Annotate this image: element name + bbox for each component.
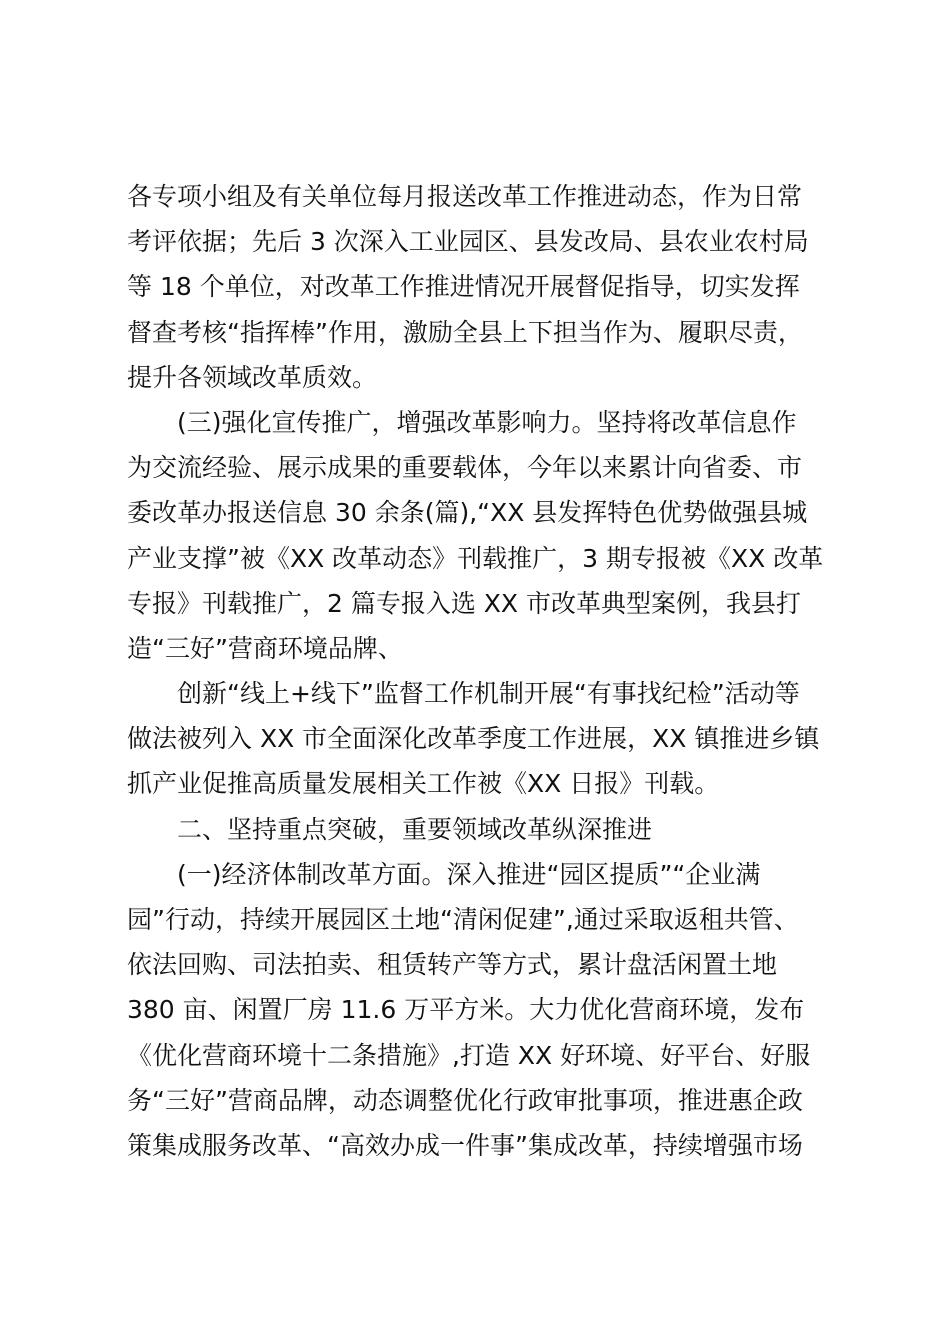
text-line: 园”行动，持续开展园区土地“清闲促建”,通过采取返租共管、 [127,905,799,934]
text-line: 督查考核“指挥棒”作用，激励全县上下担当作为、履职尽责， [127,317,803,347]
document-body [127,174,827,1168]
text-line: 二、坚持重点突破，重要领域改革纵深推进 [177,814,653,844]
text-line: 抓产业促推高质量发展相关工作被《XX 日报》刊载。 [127,769,720,799]
text-line: 为交流经验、展示成果的重要载体，今年以来累计向省委、市 [127,453,803,483]
text-line: 产业支撑”被《XX 改革动态》刊载推广，3 期专报被《XX 改革 [127,543,824,573]
text-line: 《优化营商环境十二条措施》,打造 XX 好环境、好平台、好服 [127,1040,811,1070]
text-line: 创新“线上+线下”监督工作机制开展“有事找纪检”活动等 [177,679,800,709]
text-line: 做法被列入 XX 市全面深化改革季度工作进展，XX 镇推进乡镇 [127,724,820,754]
text-line: 等 18 个单位，对改革工作推进情况开展督促指导，切实发挥 [127,272,800,302]
text-line: 依法回购、司法拍卖、租赁转产等方式，累计盘活闲置土地 [127,950,778,980]
text-line: 造“三好”营商环境品牌、 [127,633,403,663]
text-line: 380 亩、闲置厂房 11.6 万平方米。大力优化营商环境，发布 [127,995,805,1025]
text-line: (三)强化宣传推广，增强改革影响力。坚持将改革信息作 [177,407,797,437]
text-line: 考评依据；先后 3 次深入工业园区、县发改局、县农业农村局 [127,227,809,257]
text-line: 各专项小组及有关单位每月报送改革工作推进动态，作为日常 [127,182,803,211]
text-line: 委改革办报送信息 30 余条(篇),“XX 县发挥特色优势做强县城 [127,498,808,528]
text-line: 提升各领域改革质效。 [127,362,378,392]
text-line: 务“三好”营商品牌，动态调整优化行政审批事项，推进惠企政 [127,1085,803,1115]
text-line: (一)经济体制改革方面。深入推进“园区提质”“企业满 [177,859,761,889]
text-line: 策集成服务改革、“高效办成一件事”集成改革，持续增强市场 [127,1130,803,1160]
text-line: 专报》刊载推广，2 篇专报入选 XX 市改革典型案例，我县打 [127,588,802,618]
